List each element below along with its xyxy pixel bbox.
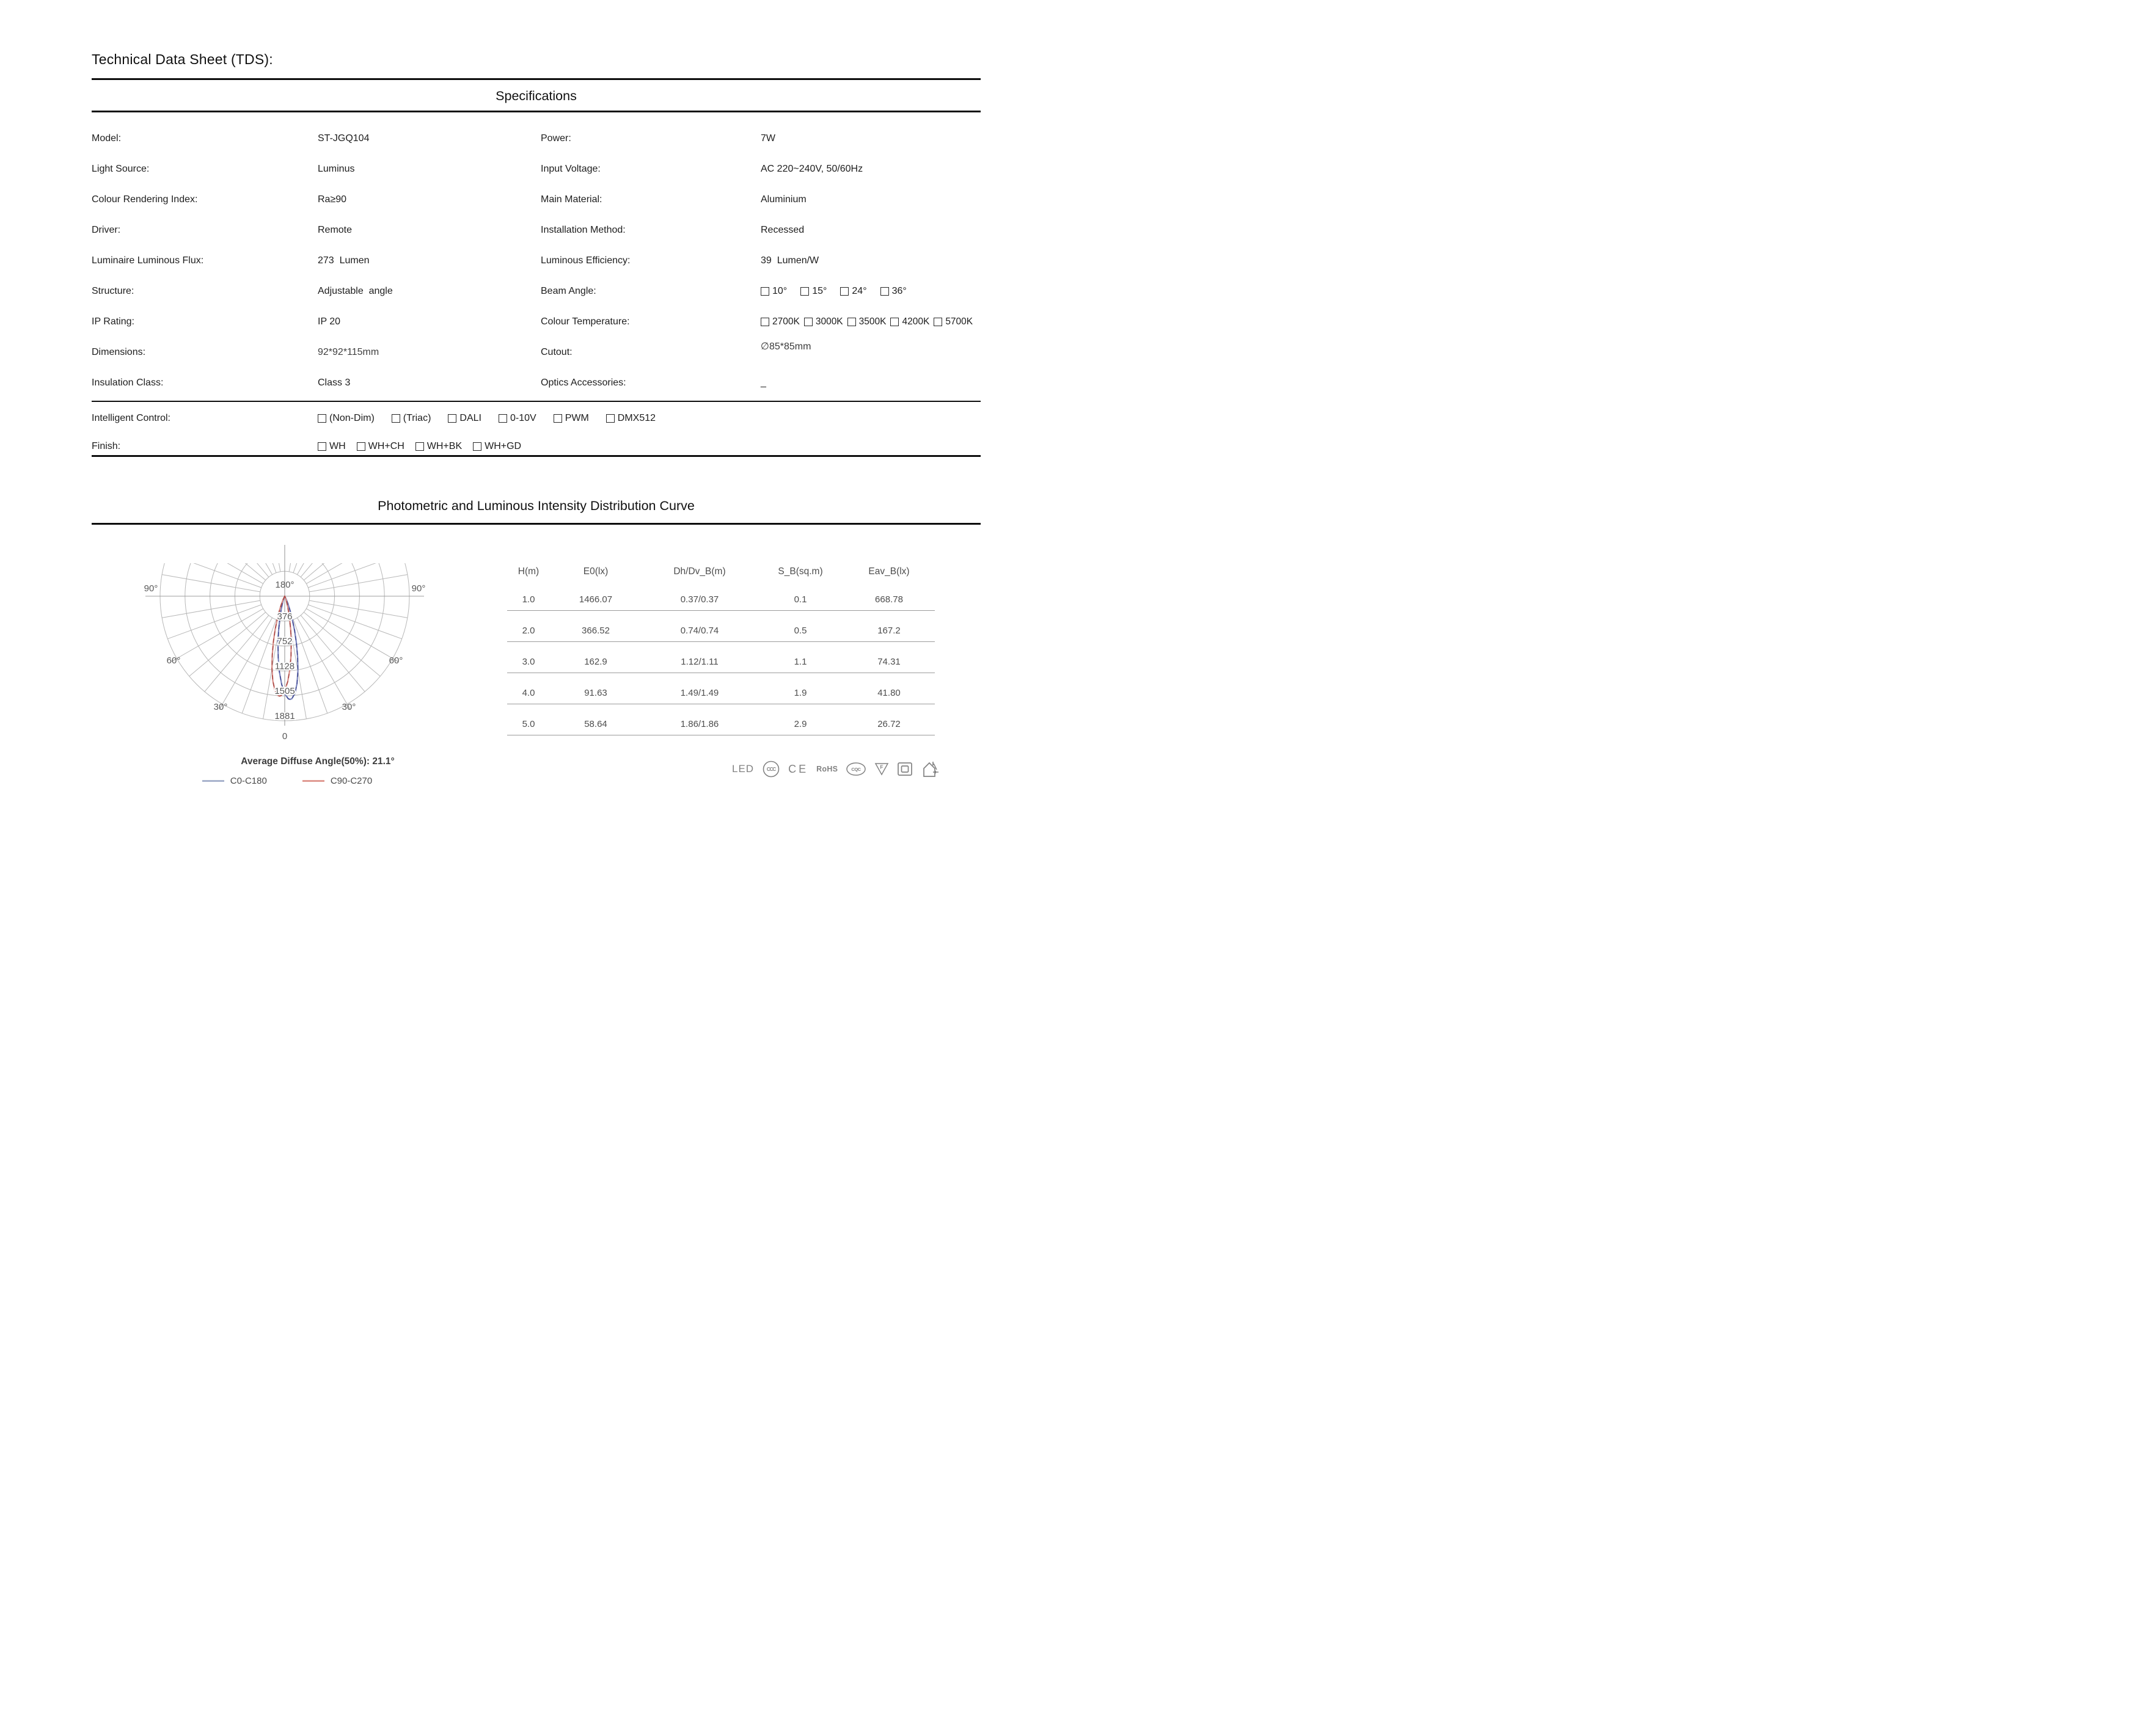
certification-icons: [732, 760, 939, 778]
checkbox-icon[interactable]: [804, 318, 813, 326]
checkbox-icon[interactable]: [392, 414, 400, 423]
checkbox-icon[interactable]: [847, 318, 856, 326]
ccc-icon: [762, 760, 780, 778]
table-cell: 1466.07: [579, 594, 613, 605]
table-cell: 167.2: [877, 625, 901, 636]
option-label: WH+GD: [485, 441, 522, 451]
option-label: 4200K: [902, 316, 930, 327]
table-cell: 0.1: [794, 594, 807, 605]
table-row: [507, 718, 935, 735]
checkbox-icon[interactable]: [761, 318, 769, 326]
checkbox-icon[interactable]: [499, 414, 507, 423]
checkbox-icon[interactable]: [473, 442, 481, 451]
f-triangle-icon: [874, 762, 889, 776]
spec-value: 273 Lumen: [318, 255, 370, 266]
spec-label: Insulation Class:: [92, 377, 164, 388]
checkbox-icon[interactable]: [554, 414, 562, 423]
spec-value: AC 220~240V, 50/60Hz: [761, 164, 863, 174]
rohs-icon: RoHS: [816, 765, 838, 773]
option-label: 10°: [772, 286, 788, 296]
divider: [92, 401, 981, 402]
spec-label: Colour Rendering Index:: [92, 194, 198, 205]
column-header: Dh/Dv_B(m): [673, 566, 726, 577]
table-cell: 2.9: [794, 719, 807, 729]
option-label: PWM: [565, 413, 589, 423]
svg-text:60°: 60°: [166, 655, 181, 666]
option-label: 3000K: [815, 316, 843, 327]
column-header: H(m): [518, 566, 540, 577]
option-label: 0-10V: [510, 413, 536, 423]
spec-value: Ra≥90: [318, 194, 347, 205]
spec-value: ST-JGQ104: [318, 133, 370, 144]
option-label: WH+BK: [426, 441, 463, 451]
svg-text:180°: 180°: [275, 580, 295, 590]
photometric-polar-chart: [55, 542, 519, 750]
svg-text:F: F: [880, 764, 884, 770]
table-cell: 1.12/1.11: [681, 657, 719, 667]
spec-label: Input Voltage:: [541, 164, 601, 174]
table-cell: 4.0: [522, 688, 535, 698]
spec-label: IP Rating:: [92, 316, 134, 327]
spec-value: 92*92*115mm: [318, 347, 379, 357]
average-diffuse-angle: Average Diffuse Angle(50%): 21.1°: [241, 756, 395, 767]
checkbox-icon[interactable]: [800, 287, 809, 296]
legend-item: [302, 776, 372, 786]
spec-label: Installation Method:: [541, 225, 626, 235]
checkbox-icon[interactable]: [318, 442, 326, 451]
spec-label: Intelligent Control:: [92, 413, 170, 423]
spec-label: Beam Angle:: [541, 286, 596, 296]
legend-item: [202, 776, 267, 786]
svg-text:60°: 60°: [389, 655, 403, 666]
spec-value: Class 3: [318, 377, 351, 388]
spec-label: Main Material:: [541, 194, 602, 205]
spec-label: Light Source:: [92, 164, 150, 174]
table-cell: 668.78: [875, 594, 903, 605]
table-cell: 0.37/0.37: [680, 594, 719, 605]
svg-text:90°: 90°: [411, 583, 426, 594]
cqc-icon: [846, 762, 866, 776]
spec-label: Optics Accessories:: [541, 377, 626, 388]
table-cell: 2.0: [522, 625, 535, 636]
spec-value: Recessed: [761, 225, 805, 235]
recessed-house-icon: [921, 760, 939, 778]
spec-label: Finish:: [92, 441, 121, 451]
legend-label: C90-C270: [330, 776, 373, 786]
divider: [92, 523, 981, 525]
spec-value: Adjustable angle: [318, 286, 393, 296]
svg-text:30°: 30°: [213, 702, 228, 712]
spec-value: _: [761, 377, 766, 388]
specifications-heading: Specifications: [496, 89, 577, 103]
checkbox-icon[interactable]: [606, 414, 615, 423]
class-ii-double-square-icon: [897, 762, 913, 776]
illuminance-table: [507, 566, 935, 749]
table-cell: 3.0: [522, 657, 535, 667]
option-label: 15°: [812, 286, 827, 296]
table-row: [507, 655, 935, 673]
legend-line-c0-c180: [202, 780, 224, 782]
column-header: E0(lx): [583, 566, 609, 577]
column-header: Eav_B(lx): [868, 566, 910, 577]
specifications-grid: [92, 123, 1045, 398]
svg-text:1505: 1505: [274, 686, 295, 697]
page-title: Technical Data Sheet (TDS):: [92, 51, 273, 67]
svg-text:1128: 1128: [274, 661, 295, 672]
option-label: 3500K: [858, 316, 887, 327]
table-cell: 0.5: [794, 625, 807, 636]
spec-label: Cutout:: [541, 347, 573, 357]
divider: [92, 111, 981, 112]
spec-value: 39 Lumen/W: [761, 255, 819, 266]
led-label: LED: [732, 763, 755, 775]
svg-text:1881: 1881: [274, 711, 295, 721]
cutout-value: ∅85*85mm: [761, 341, 811, 352]
svg-text:CCC: CCC: [766, 767, 776, 773]
intelligent-control-options: [318, 412, 981, 425]
option-label: 36°: [891, 286, 907, 296]
spec-value: 7W: [761, 133, 775, 144]
spec-value: Luminus: [318, 164, 355, 174]
svg-text:30°: 30°: [342, 702, 356, 712]
spec-label: Driver:: [92, 225, 121, 235]
spec-label: Luminaire Luminous Flux:: [92, 255, 204, 266]
option-label: WH+CH: [368, 441, 404, 451]
divider: [92, 455, 981, 457]
table-header-row: [507, 566, 935, 577]
svg-text:CQC: CQC: [851, 767, 861, 772]
table-cell: 5.0: [522, 719, 535, 729]
table-cell: 58.64: [584, 719, 607, 729]
checkbox-icon[interactable]: [357, 442, 365, 451]
table-cell: 1.49/1.49: [680, 688, 719, 698]
divider: [92, 78, 981, 80]
finish-options: [318, 440, 981, 453]
chart-legend: [55, 776, 519, 786]
spec-label: Luminous Efficiency:: [541, 255, 631, 266]
photometric-heading: Photometric and Luminous Intensity Distribution Curve: [378, 498, 695, 513]
legend-label: C0-C180: [230, 776, 267, 786]
table-cell: 26.72: [877, 719, 901, 729]
table-row: [507, 593, 935, 611]
table-cell: 1.1: [794, 657, 807, 667]
spec-label: Colour Temperature:: [541, 316, 630, 327]
option-label: WH: [329, 441, 346, 451]
table-cell: 74.31: [877, 657, 901, 667]
ce-icon: CE: [788, 762, 809, 775]
control-rows: [92, 404, 981, 461]
checkbox-icon[interactable]: [448, 414, 456, 423]
option-label: 24°: [852, 286, 867, 296]
table-cell: 366.52: [582, 625, 610, 636]
checkbox-icon[interactable]: [890, 318, 899, 326]
legend-line-c90-c270: [302, 780, 324, 782]
option-label: DMX512: [617, 413, 656, 423]
svg-text:752: 752: [277, 636, 293, 647]
colour-temperature-options: [761, 316, 1045, 328]
spec-label: Power:: [541, 133, 571, 144]
checkbox-icon[interactable]: [934, 318, 942, 326]
spec-value: Aluminium: [761, 194, 807, 205]
table-row: [507, 687, 935, 704]
svg-text:376: 376: [277, 611, 293, 622]
table-cell: 91.63: [584, 688, 607, 698]
option-label: (Triac): [403, 413, 431, 423]
spec-label: Structure:: [92, 286, 134, 296]
column-header: S_B(sq.m): [778, 566, 823, 577]
table-cell: 1.86/1.86: [680, 719, 719, 729]
spec-label: Model:: [92, 133, 122, 144]
tds-page: [0, 0, 1072, 868]
checkbox-icon[interactable]: [761, 287, 769, 296]
option-label: (Non-Dim): [329, 413, 375, 423]
checkbox-icon[interactable]: [318, 414, 326, 423]
table-cell: 0.74/0.74: [680, 625, 719, 636]
table-cell: 41.80: [877, 688, 901, 698]
table-cell: 1.0: [522, 594, 535, 605]
table-cell: 1.9: [794, 688, 807, 698]
option-label: 2700K: [772, 316, 800, 327]
table-cell: 162.9: [584, 657, 607, 667]
beam-angle-options: [761, 285, 1045, 297]
option-label: 5700K: [945, 316, 973, 327]
option-label: DALI: [459, 413, 481, 423]
checkbox-icon[interactable]: [415, 442, 424, 451]
table-row: [507, 624, 935, 642]
checkbox-icon[interactable]: [840, 287, 849, 296]
svg-text:0: 0: [282, 731, 288, 742]
svg-text:90°: 90°: [144, 583, 158, 594]
spec-label: Dimensions:: [92, 347, 146, 357]
spec-value: Remote: [318, 225, 353, 235]
spec-value: IP 20: [318, 316, 341, 327]
checkbox-icon[interactable]: [880, 287, 889, 296]
